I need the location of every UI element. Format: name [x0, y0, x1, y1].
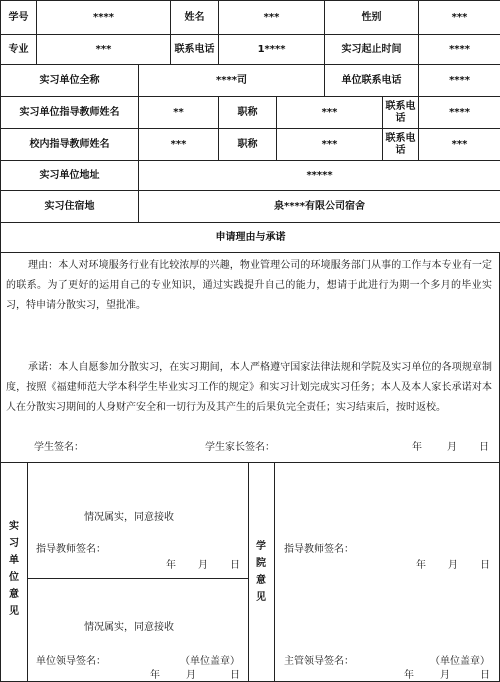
school-teacher-title-label: 职称: [219, 129, 277, 161]
student-id-label: 学号: [1, 1, 37, 35]
unit-sign1-day: 日: [230, 560, 240, 571]
unit-sign2-year: 年: [150, 670, 160, 681]
middle-divider: [248, 462, 249, 682]
college-label-char: 院: [256, 558, 266, 569]
lodging-label: 实习住宿地: [1, 191, 139, 223]
college-sign2-day: 日: [480, 670, 490, 681]
unit-teacher-phone-value: ****: [419, 97, 500, 129]
college-sign1-day: 日: [480, 560, 490, 571]
college-sign1-month: 月: [448, 560, 458, 571]
school-teacher-value: ***: [139, 129, 219, 161]
opinion-top-border: [0, 462, 500, 463]
school-teacher-label: 校内指导教师姓名: [1, 129, 139, 161]
school-teacher-title-value: ***: [277, 129, 383, 161]
sign-day: 日: [479, 442, 489, 453]
period-label: 实习起止时间: [325, 35, 419, 65]
college-teacher-signature-label: 指导教师签名：: [284, 544, 354, 555]
gender-label: 性别: [325, 1, 419, 35]
unit-label-char: 位: [9, 572, 19, 583]
college-label-divider: [274, 462, 275, 682]
row-basic-info: [1, 1, 500, 35]
unit-label-char: 习: [9, 538, 19, 549]
college-sign2-year: 年: [404, 670, 414, 681]
contact-phone-value: 1****: [219, 35, 325, 65]
row-school-teacher: [1, 129, 500, 161]
college-opinion-label: [254, 538, 268, 606]
unit-statement-2: 情况属实，同意接收: [84, 622, 174, 633]
unit-leader-signature-label: 单位领导签名：: [36, 656, 106, 667]
name-value: ***: [219, 1, 325, 35]
contact-phone-label: 联系电话: [171, 35, 219, 65]
school-teacher-phone-label: 联系电话: [383, 129, 419, 161]
college-label-char: 见: [256, 592, 266, 603]
address-label: 实习单位地址: [1, 161, 139, 191]
row-unit-teacher: [1, 97, 500, 129]
period-value: ****: [419, 35, 500, 65]
unit-seal: （单位盖章）: [180, 656, 240, 667]
college-label-char: 学: [256, 541, 266, 552]
left-border: [0, 252, 1, 462]
unit-teacher-value: **: [139, 97, 219, 129]
unit-teacher-signature-label: 指导教师签名：: [36, 544, 106, 555]
unit-label-char: 实: [9, 521, 19, 532]
address-value: *****: [139, 161, 500, 191]
unit-sign2-month: 月: [186, 670, 196, 681]
unit-teacher-title-value: ***: [277, 97, 383, 129]
unit-label-char: 单: [9, 555, 19, 566]
opinion-left-border: [0, 462, 1, 682]
student-id-value: ****: [37, 1, 171, 35]
unit-statement-1: 情况属实，同意接收: [84, 512, 174, 523]
gender-value: ***: [419, 1, 500, 35]
section-title: 申请理由与承诺: [1, 223, 500, 253]
sign-year: 年: [412, 442, 422, 453]
unit-teacher-label: 实习单位指导教师姓名: [1, 97, 139, 129]
unit-phone-label: 单位联系电话: [325, 65, 419, 97]
reason-paragraph: 理由：本人对环境服务行业有比较浓厚的兴趣，物业管理公司的环境服务部门从事的工作与本专业有一定的联系。为了更好的运用自己的专业知识，通过实践提升自己的能力，想请于此进行为期一个多月的毕业实习，特申请分散实习，望批准。: [6, 260, 492, 311]
college-sign2-month: 月: [440, 670, 450, 681]
unit-label-char: 见: [9, 606, 19, 617]
college-label-char: 意: [256, 575, 266, 586]
major-value: ***: [37, 35, 171, 65]
parent-signature-label: 学生家长签名：: [205, 442, 275, 453]
unit-name-value: ****司: [139, 65, 325, 97]
promise-paragraph: 承诺：本人自愿参加分散实习，在实习期间，本人严格遵守国家法律法规和学院及实习单位的各项规章制度，按照《福建师范大学本科学生毕业实习工作的规定》和实习计划完成实习任务；本人及本人家长承诺对本人在分散实习期间的人身财产安全和一切行为及其产生的后果负完全责任；实习结束后，按时返校。: [6, 362, 492, 413]
unit-teacher-phone-label: 联系电话: [383, 97, 419, 129]
major-label: 专业: [1, 35, 37, 65]
row-major: [1, 35, 500, 65]
unit-name-label: 实习单位全称: [1, 65, 139, 97]
college-seal: （单位盖章）: [430, 656, 490, 667]
info-table: [0, 0, 500, 253]
college-director-signature-label: 主管领导签名：: [284, 656, 354, 667]
row-lodging: [1, 191, 500, 223]
unit-sign1-month: 月: [198, 560, 208, 571]
name-label: 姓名: [171, 1, 219, 35]
unit-sign1-year: 年: [166, 560, 176, 571]
unit-inner-divider: [27, 578, 248, 579]
row-address: [1, 161, 500, 191]
school-teacher-phone-value: ***: [419, 129, 500, 161]
row-section-title: [1, 223, 500, 253]
unit-phone-value: ****: [419, 65, 500, 97]
unit-sign2-day: 日: [230, 670, 240, 681]
unit-opinion-label: [7, 518, 21, 620]
row-unit-name: [1, 65, 500, 97]
college-sign1-year: 年: [416, 560, 426, 571]
unit-label-divider: [27, 462, 28, 682]
unit-label-char: 意: [9, 589, 19, 600]
unit-teacher-title-label: 职称: [219, 97, 277, 129]
lodging-value: 泉****有限公司宿舍: [139, 191, 500, 223]
student-signature-label: 学生签名：: [34, 442, 84, 453]
sign-month: 月: [447, 442, 457, 453]
